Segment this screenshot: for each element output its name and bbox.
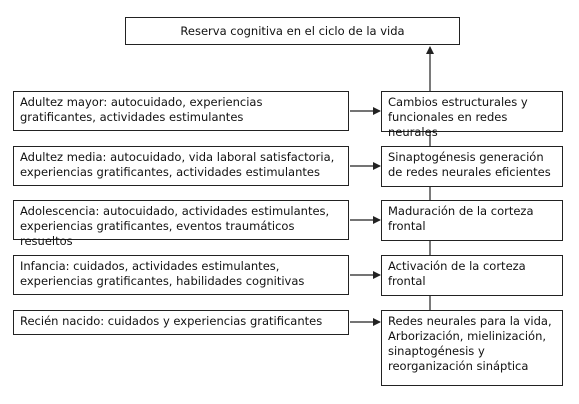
outcome-box-infancia: Activación de la corteza frontal (381, 255, 563, 296)
outcome-box-adolescencia: Maduración de la corteza frontal (381, 200, 563, 241)
stage-box-adultez-media: Adultez media: autocuidado, vida laboral satisfactoria, experiencias gratificantes, actividades estimulantes (13, 146, 349, 186)
outcome-box-adultez-mayor: Cambios estructurales y funcionales en redes neurales (381, 91, 563, 132)
stage-box-infancia: Infancia: cuidados, actividades estimulantes, experiencias gratificantes, habilidades cognitivas (13, 255, 349, 295)
stage-box-adolescencia: Adolescencia: autocuidado, actividades estimulantes, experiencias gratificantes, eventos traumáticos resueltos (13, 200, 349, 240)
diagram-title: Reserva cognitiva en el ciclo de la vida (125, 17, 460, 45)
stage-box-adultez-mayor: Adultez mayor: autocuidado, experiencias gratificantes, actividades estimulantes (13, 91, 349, 131)
stage-box-recien-nacido: Recién nacido: cuidados y experiencias gratificantes (13, 310, 349, 335)
outcome-box-adultez-media: Sinaptogénesis generación de redes neurales eficientes (381, 146, 563, 187)
outcome-box-recien-nacido: Redes neurales para la vida, Arborización, mielinización, sinaptogénesis y reorganización sináptica (381, 310, 563, 386)
